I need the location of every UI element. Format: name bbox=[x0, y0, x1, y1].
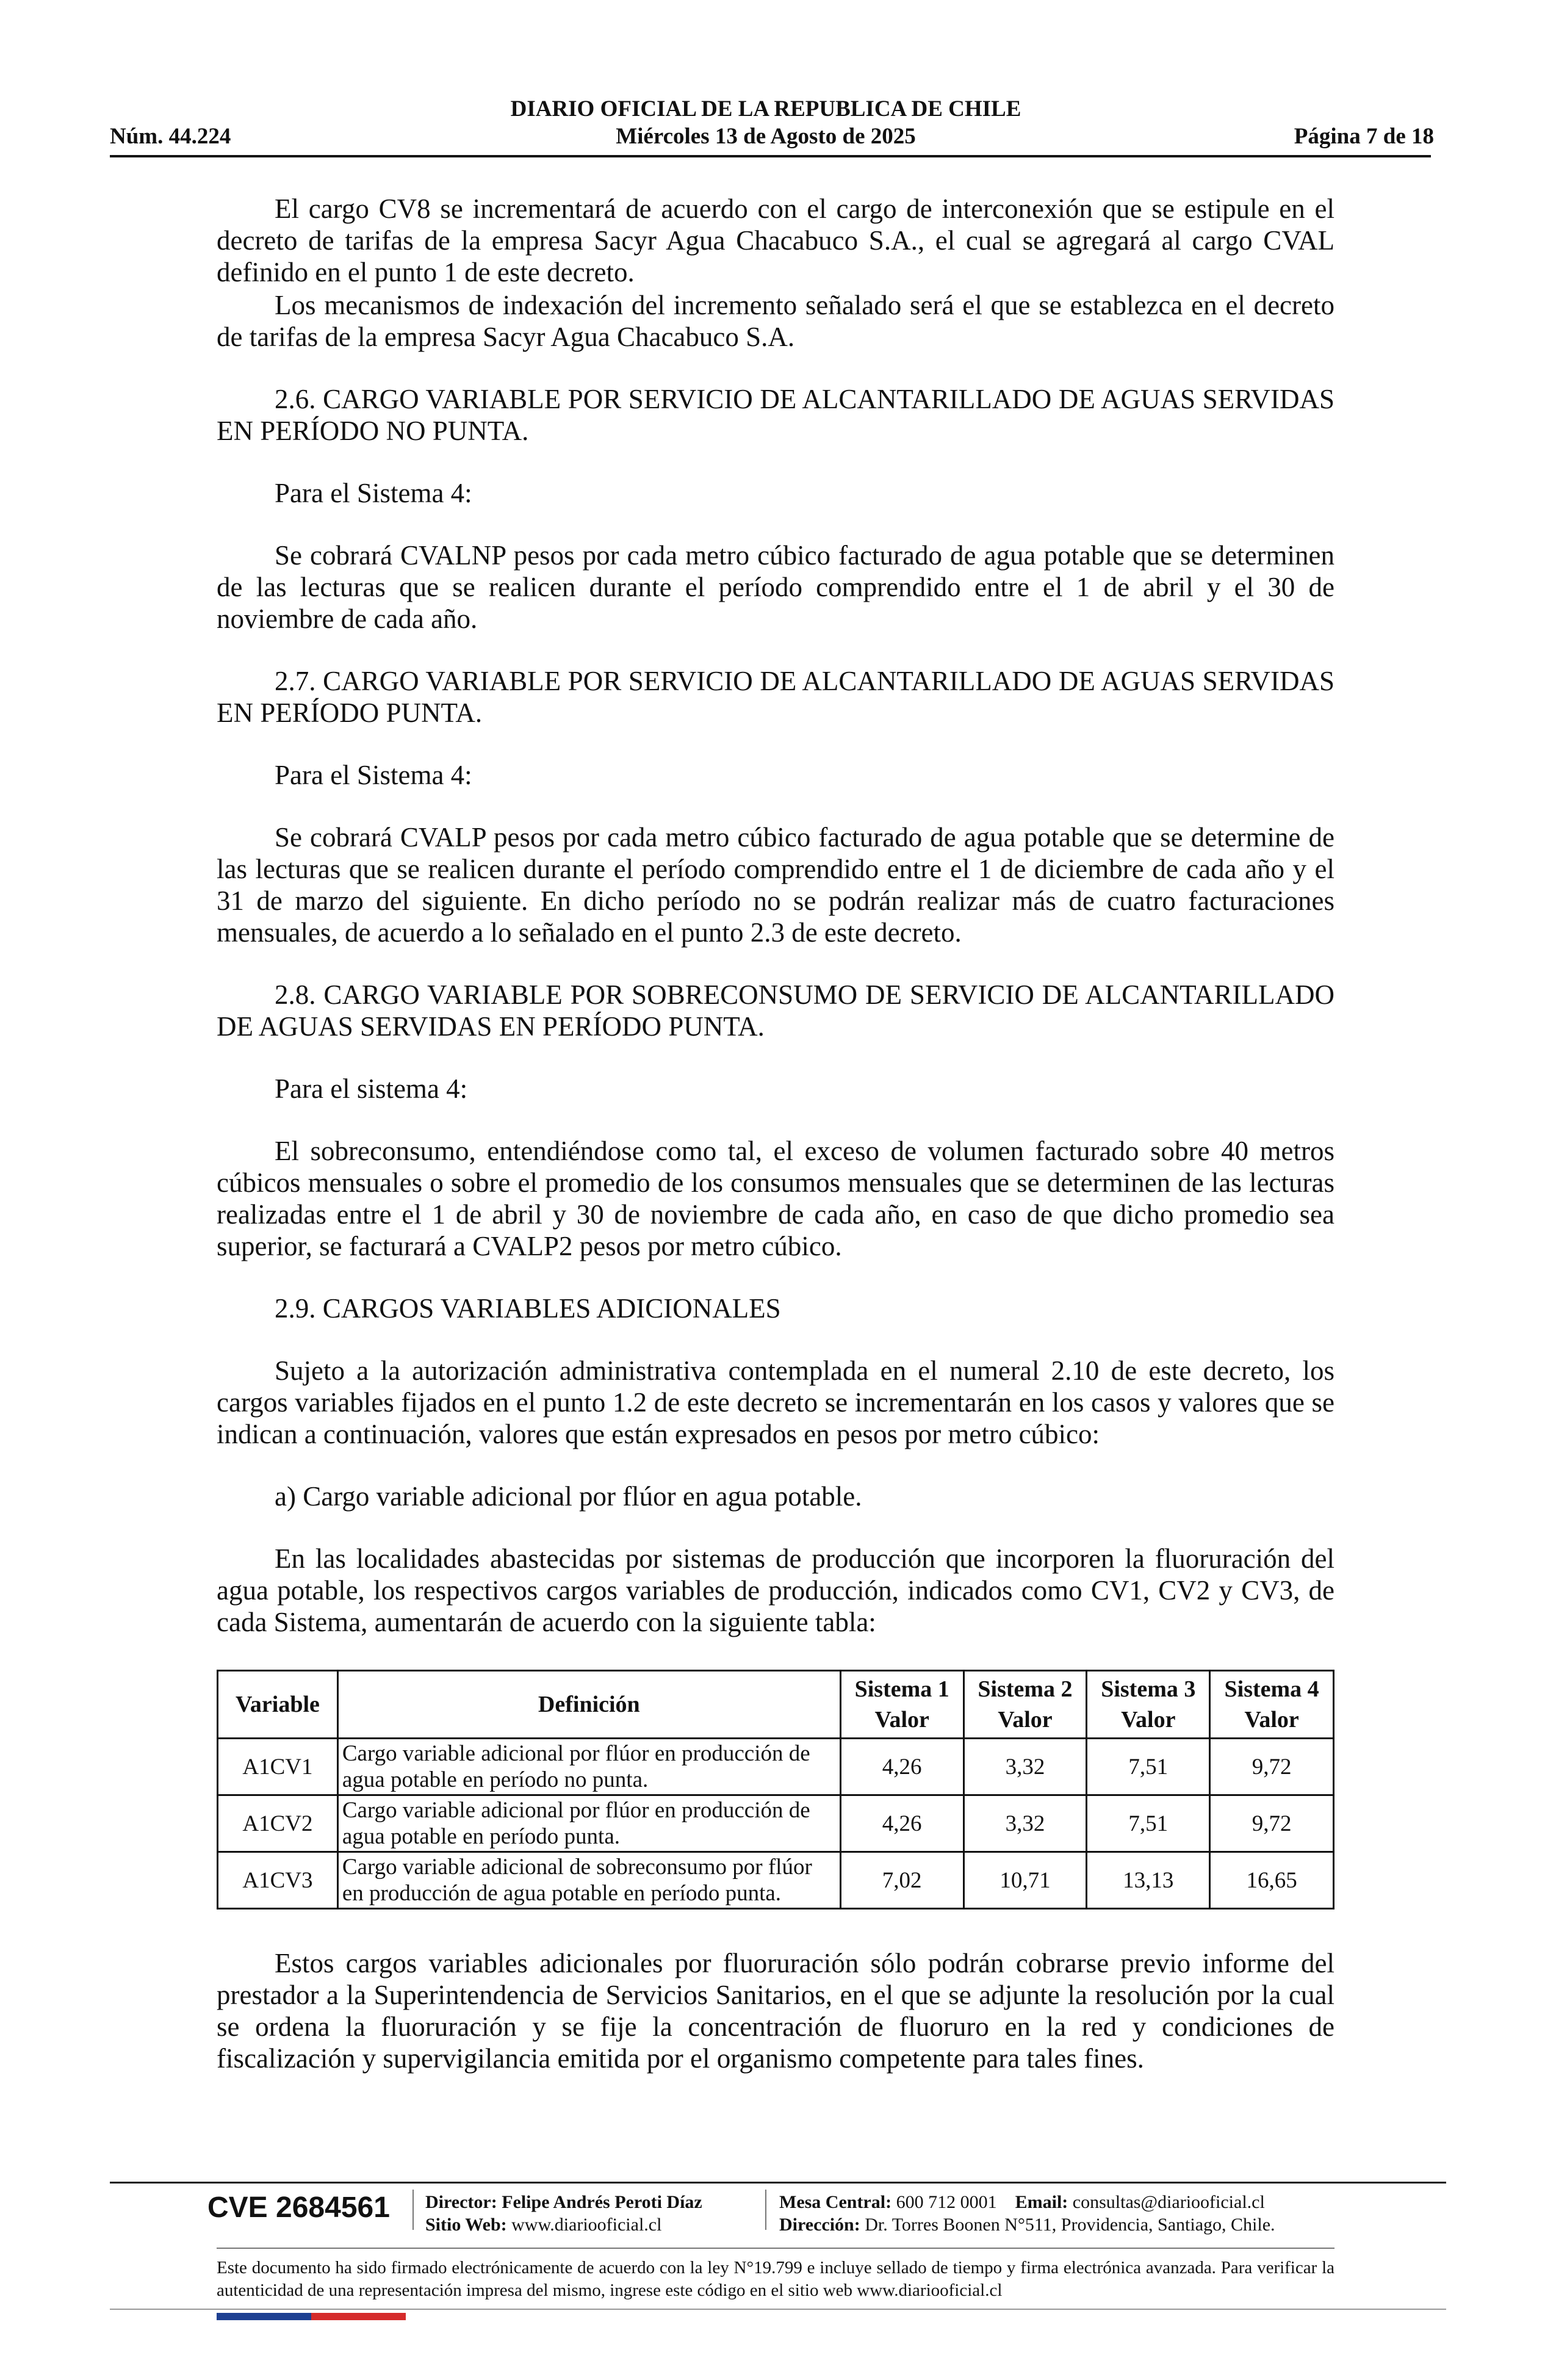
cell-variable: A1CV1 bbox=[218, 1739, 338, 1795]
footer-separator bbox=[412, 2190, 414, 2230]
cve-code: CVE 2684561 bbox=[207, 2191, 390, 2224]
cell-definicion: Cargo variable adicional de sobreconsumo por flúor en producción de agua potable en período punta. bbox=[337, 1852, 840, 1909]
header-sistema-3: Sistema 3 Valor bbox=[1087, 1671, 1210, 1739]
footer-divider bbox=[110, 2182, 1446, 2183]
paragraph-cvalnp: Se cobrará CVALNP pesos por cada metro cúbico facturado de agua potable que se determinen de las lecturas que se realicen durante el período comprendido entre el 1 de abril y el 30 de noviembre de cada año. bbox=[217, 540, 1334, 634]
cell-sistema-3: 7,51 bbox=[1087, 1795, 1210, 1852]
paragraph-sobreconsumo: El sobreconsumo, entendiéndose como tal, el exceso de volumen facturado sobre 40 metros cúbicos mensuales o sobre el promedio de los consumos mensuales que se determinen de las lecturas realizadas entre el 1 de abril y 30 de noviembre de cada año, en caso de que dicho promedio sea superior, se facturará a CVALP2 pesos por metro cúbico. bbox=[217, 1136, 1334, 1261]
paragraph-autorizacion: Sujeto a la autorización administrativa contemplada en el numeral 2.10 de este decreto, los cargos variables fijados en el punto 1.2 de este decreto se incrementarán en los casos y valores que se indican a continuación, valores que están expresados en pesos por metro cúbico: bbox=[217, 1355, 1334, 1449]
section-heading-2-7: 2.7. CARGO VARIABLE POR SERVICIO DE ALCANTARILLADO DE AGUAS SERVIDAS EN PERÍODO PUNTA. bbox=[217, 666, 1334, 728]
footer-inner-divider bbox=[217, 2248, 1334, 2249]
cell-sistema-4: 9,72 bbox=[1210, 1739, 1334, 1795]
page-number: Página 7 de 18 bbox=[1294, 124, 1434, 149]
paragraph-indexacion: Los mecanismos de indexación del incremento señalado será el que se establezca en el decreto de tarifas de la empresa Sacyr Agua Chacabuco S.A. bbox=[217, 290, 1334, 352]
table-row bbox=[218, 1852, 1334, 1909]
newspaper-title: DIARIO OFICIAL DE LA REPUBLICA DE CHILE bbox=[510, 96, 1021, 121]
cell-variable: A1CV3 bbox=[218, 1852, 338, 1909]
email-link[interactable]: consultas@diariooficial.cl bbox=[1072, 2192, 1265, 2212]
paragraph-final: Estos cargos variables adicionales por fluoruración sólo podrán cobrarse previo informe del prestador a la Superintendencia de Servicios Sanitarios, en el que se adjunte la resolución por la cual se ordena la fluoruración y se fije la concentración de fluoruro en la red y condiciones de fiscalización y supervigilancia emitida por el organismo competente para tales fines. bbox=[217, 1948, 1334, 2074]
cell-sistema-1: 4,26 bbox=[840, 1795, 963, 1852]
cell-sistema-1: 4,26 bbox=[840, 1739, 963, 1795]
cell-definicion: Cargo variable adicional por flúor en producción de agua potable en período no punta. bbox=[337, 1739, 840, 1795]
direccion-label: Dirección: bbox=[779, 2215, 860, 2235]
flag-stripe-red bbox=[311, 2313, 406, 2320]
issue-number: Núm. 44.224 bbox=[110, 124, 231, 149]
header-definicion: Definición bbox=[337, 1671, 840, 1739]
document-body bbox=[217, 193, 1334, 2074]
table-row bbox=[218, 1739, 1334, 1795]
issue-date: Miércoles 13 de Agosto de 2025 bbox=[616, 124, 916, 149]
fluor-charges-table bbox=[217, 1670, 1334, 1909]
signature-note: Este documento ha sido firmado electrónicamente de acuerdo con la ley N°19.799 e incluye sellado de tiempo y firma electrónica avanzada. Para verificar la autenticidad de una representación impresa del mismo, ingrese este código en el sitio web www.diariooficial.cl bbox=[217, 2258, 1334, 2300]
paragraph-fluoruracion: En las localidades abastecidas por sistemas de producción que incorporen la fluoruración del agua potable, los respectivos cargos variables de producción, indicados como CV1, CV2 y CV3, de cada Sistema, aumentarán de acuerdo con la siguiente tabla: bbox=[217, 1543, 1334, 1637]
cell-definicion: Cargo variable adicional por flúor en producción de agua potable en período punta. bbox=[337, 1795, 840, 1852]
contact-block bbox=[779, 2191, 1275, 2236]
table-row bbox=[218, 1795, 1334, 1852]
mesa-label: Mesa Central: bbox=[779, 2192, 892, 2212]
paragraph-sistema-4-label: Para el sistema 4: bbox=[275, 1073, 468, 1104]
table-header-row bbox=[218, 1671, 1334, 1739]
header-sistema-4: Sistema 4 Valor bbox=[1210, 1671, 1334, 1739]
header-sistema-2: Sistema 2 Valor bbox=[963, 1671, 1087, 1739]
cell-variable: A1CV2 bbox=[218, 1795, 338, 1852]
paragraph-fluor-item: a) Cargo variable adicional por flúor en agua potable. bbox=[275, 1481, 862, 1512]
cell-sistema-1: 7,02 bbox=[840, 1852, 963, 1909]
section-heading-2-8: 2.8. CARGO VARIABLE POR SOBRECONSUMO DE SERVICIO DE ALCANTARILLADO DE AGUAS SERVIDAS EN PERÍODO PUNTA. bbox=[217, 979, 1334, 1042]
cell-sistema-3: 13,13 bbox=[1087, 1852, 1210, 1909]
cell-sistema-4: 9,72 bbox=[1210, 1795, 1334, 1852]
header-sistema-1: Sistema 1 Valor bbox=[840, 1671, 963, 1739]
section-heading-2-9: 2.9. CARGOS VARIABLES ADICIONALES bbox=[275, 1293, 781, 1324]
cell-sistema-4: 16,65 bbox=[1210, 1852, 1334, 1909]
paragraph-cvalp: Se cobrará CVALP pesos por cada metro cúbico facturado de agua potable que se determine de las lecturas que se realicen durante el período comprendido entre el 1 de diciembre de cada año y el 31 de marzo del siguiente. En dicho período no se podrán realizar más de cuatro facturaciones mensuales, de acuerdo a lo señalado en el punto 2.3 de este decreto. bbox=[217, 822, 1334, 948]
direccion-value: Dr. Torres Boonen N°511, Providencia, Santiago, Chile. bbox=[865, 2215, 1275, 2235]
cell-sistema-2: 3,32 bbox=[963, 1795, 1087, 1852]
header-variable: Variable bbox=[218, 1671, 338, 1739]
paragraph-sistema-4-label: Para el Sistema 4: bbox=[275, 760, 472, 790]
director-label: Director: Felipe Andrés Peroti Díaz bbox=[425, 2192, 702, 2212]
cell-sistema-3: 7,51 bbox=[1087, 1739, 1210, 1795]
paragraph-sistema-4-label: Para el Sistema 4: bbox=[275, 478, 472, 508]
footer-bottom-divider bbox=[110, 2309, 1446, 2310]
flag-stripe-blue bbox=[217, 2313, 311, 2320]
footer-separator bbox=[765, 2190, 766, 2230]
cell-sistema-2: 10,71 bbox=[963, 1852, 1087, 1909]
sitio-link[interactable]: www.diariooficial.cl bbox=[511, 2215, 662, 2235]
mesa-value: 600 712 0001 bbox=[896, 2192, 997, 2212]
paragraph-cv8: El cargo CV8 se incrementará de acuerdo con el cargo de interconexión que se estipule en el decreto de tarifas de la empresa Sacyr Agua Chacabuco S.A., el cual se agregará al cargo CVAL definido en el punto 1 de este decreto. bbox=[217, 193, 1334, 287]
cell-sistema-2: 3,32 bbox=[963, 1739, 1087, 1795]
email-label: Email: bbox=[1015, 2192, 1068, 2212]
section-heading-2-6: 2.6. CARGO VARIABLE POR SERVICIO DE ALCANTARILLADO DE AGUAS SERVIDAS EN PERÍODO NO PUNTA. bbox=[217, 384, 1334, 446]
header-divider bbox=[110, 155, 1431, 157]
sitio-label: Sitio Web: bbox=[425, 2215, 507, 2235]
director-block bbox=[425, 2191, 702, 2236]
